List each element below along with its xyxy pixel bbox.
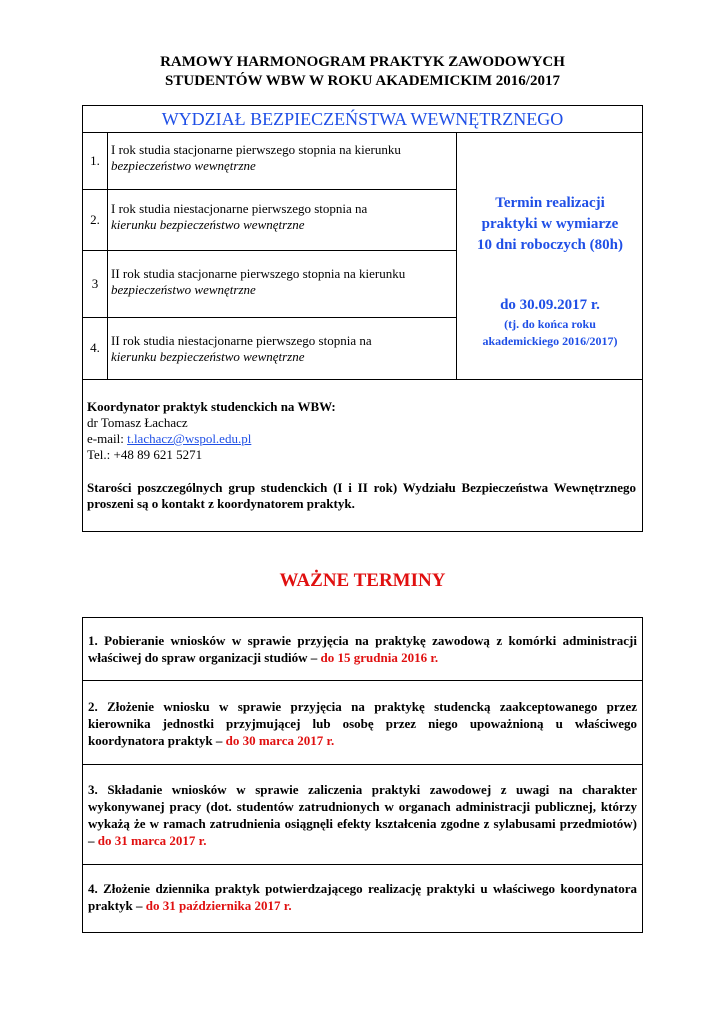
title-line-2: STUDENTÓW WBW W ROKU AKADEMICKIM 2016/2017 [165,73,560,89]
term-item-3-deadline: do 31 marca 2017 r. [97,833,207,848]
row-3-description [107,266,456,298]
row-1-description [107,142,456,174]
coordinator-info [87,399,636,512]
deadline-line-1: Termin realizacji [495,195,605,211]
coordinator-phone: Tel.: +48 89 621 5271 [87,447,203,462]
important-dates-table [82,617,643,933]
deadline-description [457,193,643,256]
term-item-4-deadline: do 31 października 2017 r. [145,898,292,913]
term-divider [83,864,642,865]
coordinator-name: dr Tomasz Łachacz [87,415,188,430]
deadline-note [457,316,643,350]
term-item-1-deadline: do 15 grudnia 2016 r. [320,650,439,665]
row-divider [83,189,456,190]
row-1-field: bezpieczeństwo wewnętrzne [111,158,256,173]
term-item-2 [83,698,642,749]
row-1-text: I rok studia stacjonarne pierwszego stopnia na kierunku [111,142,401,157]
row-1-number: 1. [83,132,108,189]
row-divider [83,250,456,251]
deadline-cell [456,132,643,379]
deadline-line-2: praktyki w wymiarze [481,216,619,232]
email-link[interactable]: t.lachacz@wspol.edu.pl [127,431,252,446]
important-dates-heading: WAŻNE TERMINY [279,570,446,591]
term-divider [83,680,642,681]
coordinator-notice: Starości poszczególnych grup studenckich (I i II rok) Wydziału Bezpieczeństwa Wewnętrznego proszeni są o kontakt z koordynatorem praktyk. [87,480,636,511]
row-2-description [107,201,456,233]
term-item-1-text: 1. Pobieranie wniosków w sprawie przyjęcia na praktykę zawodową z komórki administracji właściwej do spraw organizacji studiów – [88,633,637,665]
row-2-text: I rok studia niestacjonarne pierwszego stopnia na [111,201,368,216]
row-4-number: 4. [83,317,108,379]
section-divider [83,379,642,380]
term-item-4-text: 4. Złożenie dziennika praktyk potwierdzającego realizację praktyki u właściwego koordynatora praktyk – [88,881,637,913]
term-item-3 [83,781,642,849]
term-divider [83,764,642,765]
deadline-date: do 30.09.2017 r. [500,297,600,313]
term-item-4 [83,880,642,914]
term-item-1 [83,632,642,666]
coordinator-email-line [87,431,636,447]
row-4-description [107,333,456,365]
email-label: e-mail: [87,431,128,446]
term-item-2-text: 2. Złożenie wniosku w sprawie przyjęcia na praktykę studencką zaakceptowanego przez kierownika jednostki przyjmującej lub osobę przez niego upoważnioną u właściwego koordynatora praktyk – [88,699,637,748]
row-2-number: 2. [83,189,108,250]
row-4-field: kierunku bezpieczeństwo wewnętrzne [111,349,305,364]
schedule-table [82,105,643,532]
deadline-line-3: 10 dni roboczych (80h) [477,237,623,253]
row-3-text: II rok studia stacjonarne pierwszego stopnia na kierunku [111,266,406,281]
title-line-1: RAMOWY HARMONOGRAM PRAKTYK ZAWODOWYCH [160,54,565,70]
row-3-field: bezpieczeństwo wewnętrzne [111,282,256,297]
deadline-note-line-2: akademickiego 2016/2017) [482,334,618,348]
row-2-field: kierunku bezpieczeństwo wewnętrzne [111,217,305,232]
row-divider [83,317,456,318]
term-item-2-deadline: do 30 marca 2017 r. [225,733,335,748]
coordinator-heading: Koordynator praktyk studenckich na WBW: [87,399,336,414]
term-item-3-text: 3. Składanie wniosków w sprawie zaliczenia praktyki zawodowej z uwagi na charakter wykonywanej pracy (dot. studentów zatrudnionych w organach administracji publicznej, którzy wykażą że w ramach zatrudnienia osiągnęli efekty kształcenia zgodne z sylabusami przedmiotów) – [88,782,637,848]
deadline-note-line-1: (tj. do końca roku [504,317,596,331]
document-title [0,53,725,91]
row-4-text: II rok studia niestacjonarne pierwszego stopnia na [111,333,372,348]
row-3-number: 3 [83,250,108,317]
faculty-heading: WYDZIAŁ BEZPIECZEŃSTWA WEWNĘTRZNEGO [83,106,642,133]
